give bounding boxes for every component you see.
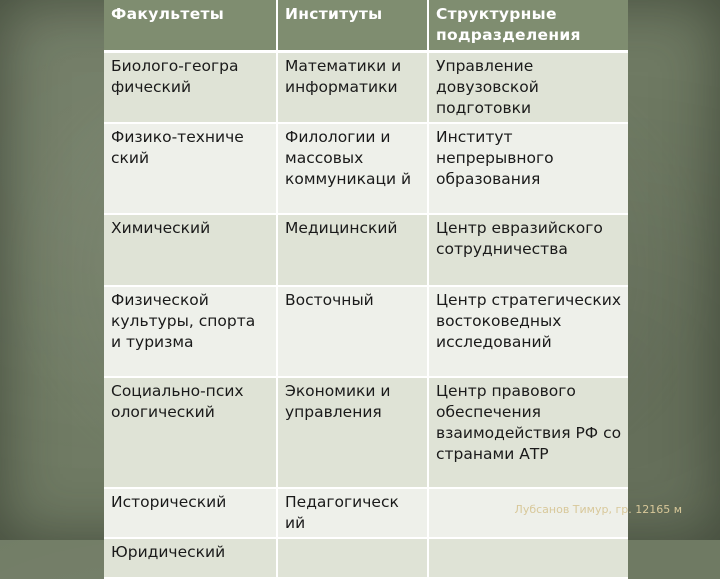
table-cell [277, 538, 428, 578]
faculty-table [104, 0, 628, 579]
table-cell: Педагогическ ий [277, 488, 428, 538]
footer-credit: Лубсанов Тимур, гр. 12165 м [514, 503, 682, 516]
table-row [104, 123, 628, 214]
table-row [104, 214, 628, 286]
table-cell: Управление довузовской подготовки [428, 52, 628, 124]
table-row [104, 52, 628, 124]
table-container [104, 0, 628, 561]
table-cell: Центр стратегических востоковедных исследований [428, 286, 628, 377]
table-cell: Исторический [104, 488, 277, 538]
table-cell: Восточный [277, 286, 428, 377]
table-row [104, 538, 628, 578]
header-faculties: Факультеты [104, 0, 277, 52]
table-row [104, 286, 628, 377]
table-cell: Филологии и массовых коммуникаци й [277, 123, 428, 214]
table-cell: Центр евразийского сотрудничества [428, 214, 628, 286]
table-cell: Центр правового обеспечения взаимодействия РФ со странами АТР [428, 377, 628, 488]
header-institutes: Институты [277, 0, 428, 52]
table-row [104, 377, 628, 488]
table-cell: Экономики и управления [277, 377, 428, 488]
table-cell: Физической культуры, спорта и туризма [104, 286, 277, 377]
table-cell [428, 538, 628, 578]
table-cell: Математики и информатики [277, 52, 428, 124]
table-cell: Химический [104, 214, 277, 286]
table-cell: Физико-техниче ский [104, 123, 277, 214]
header-structural-units: Структурные подразделения [428, 0, 628, 52]
table-cell: Медицинский [277, 214, 428, 286]
table-cell: Юридический [104, 538, 277, 578]
table-header-row [104, 0, 628, 52]
table-cell: Биолого-геогра фический [104, 52, 277, 124]
table-cell: Социально-псих ологический [104, 377, 277, 488]
table-cell: Институт непрерывного образования [428, 123, 628, 214]
